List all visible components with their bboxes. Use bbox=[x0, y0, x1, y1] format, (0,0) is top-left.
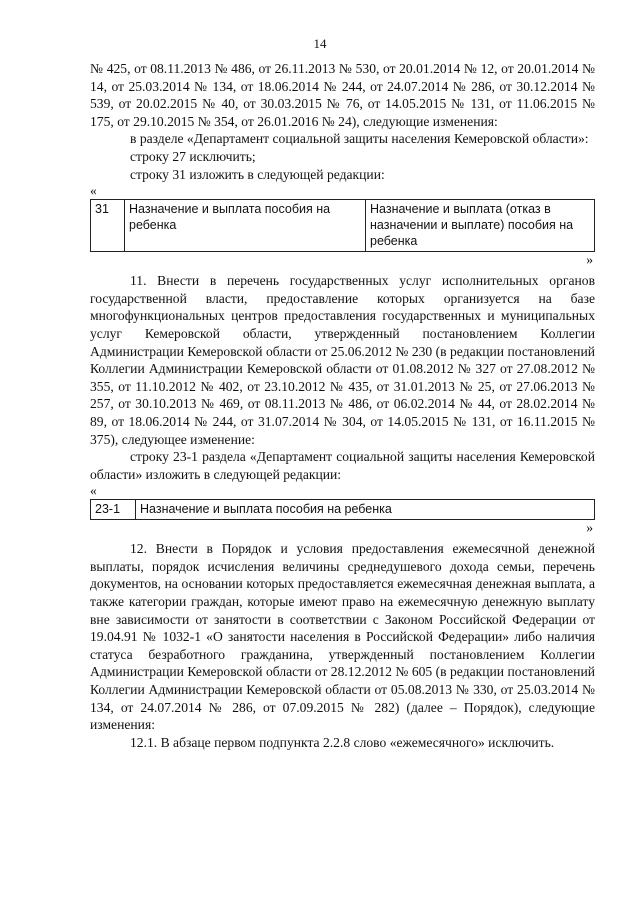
table-cell-service-new: Назначение и выплата (отказ в назначении и выплате) пособия на ребенка bbox=[366, 200, 595, 252]
quote-close-mark: » bbox=[586, 252, 593, 268]
table-cell-service: Назначение и выплата пособия на ребенка bbox=[125, 200, 366, 252]
paragraph-edit-row: строку 31 изложить в следующей редакции: bbox=[130, 166, 385, 182]
page-number: 14 bbox=[313, 36, 327, 51]
paragraph-intro: № 425, от 08.11.2013 № 486, от 26.11.2013 № 530, от 20.01.2014 № 12, от 20.01.2014 № 14, от 25.03.2014 № 134, от 18.06.2014 № 244, от 24.07.2014 № 286, от 30.12.2014 № 539, от 20.02.2015 № 40, от 30.03.2015 № 76, от 14.05.2015 № 131, от 11.06.2015 № 175, от 29.10.2015 № 354, от 26.01.2016 № 24), следующие изменения: bbox=[90, 61, 595, 129]
paragraph-12-1: 12.1. В абзаце первом подпункта 2.2.8 слово «ежемесячного» исключить. bbox=[130, 734, 555, 750]
quote-open-mark-2: « bbox=[90, 483, 97, 499]
table-cell-number: 31 bbox=[91, 200, 125, 252]
paragraph-11: 11. Внести в перечень государственных услуг исполнительных органов государственной власти, предоставление которых организуется на базе многофункциональных центров предоставления государственных и муниципальных услуг Кемеровской области, утвержденный постановлением Коллегии Администрации Кемеровской области от 25.06.2012 № 230 (в редакции постановлений Коллегии Администрации Кемеровской области от 01.08.2012 № 327 от 27.08.2012 № 355, от 11.10.2012 № 402, от 23.10.2012 № 435, от 31.01.2013 № 25, от 27.06.2013 № 257, от 30.10.2013 № 469, от 08.11.2013 № 486, от 06.02.2014 № 44, от 28.02.2014 № 89, от 18.06.2014 № 244, от 31.07.2014 № 304, от 14.05.2015 № 131, от 16.11.2015 № 375), следующее изменение: bbox=[90, 273, 595, 447]
table-row-31 bbox=[90, 199, 595, 252]
quote-open-mark: « bbox=[90, 183, 97, 199]
paragraph-12: 12. Внести в Порядок и условия предоставления ежемесячной денежной выплаты, порядок исчисления величины среднедушевого дохода семьи, перечень документов, на основании которых предоставляется ежемесячная денежная выплата, а также категории граждан, которые имеют право на ежемесячную денежную выплату вне зависимости от занятости в соответствии с Законом Российской Федерации от 19.04.91 № 1032-1 «О занятости населения в Российской Федерации» либо наличия статуса безработного гражданина, утвержденный постановлением Коллегии Администрации Кемеровской области от 28.12.2012 № 605 (в редакции постановлений Коллегии Администрации Кемеровской области от 05.08.2013 № 330, от 25.03.2014 № 134, от 24.07.2014 № 286, от 07.09.2015 № 282) (далее – Порядок), следующие изменения: bbox=[90, 541, 595, 733]
table-cell-number: 23-1 bbox=[91, 500, 136, 520]
document-body bbox=[90, 60, 595, 751]
table-row-23-1 bbox=[90, 499, 595, 520]
quote-close-mark-2: » bbox=[586, 520, 593, 536]
table-row bbox=[91, 200, 595, 252]
table-cell-service: Назначение и выплата пособия на ребенка bbox=[136, 500, 595, 520]
paragraph-section: в разделе «Департамент социальной защиты населения Кемеровской области»: bbox=[130, 131, 589, 147]
paragraph-delete-row: строку 27 исключить; bbox=[130, 148, 256, 164]
table-row bbox=[91, 500, 595, 520]
paragraph-11-row: строку 23-1 раздела «Департамент социальной защиты населения Кемеровской области» изложить в следующей редакции: bbox=[90, 449, 595, 482]
